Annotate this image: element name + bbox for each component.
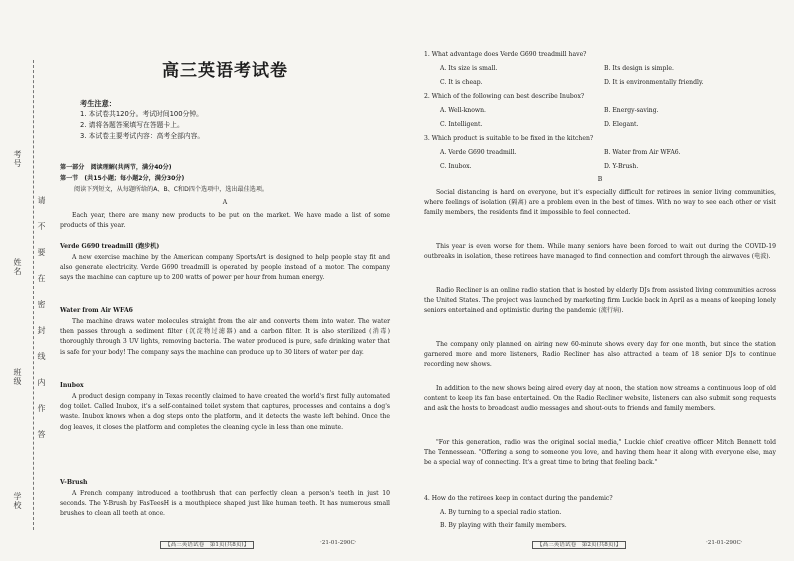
option: A. Its size is small. [440, 65, 498, 72]
passage-a-intro: Each year, there are many new products to be put on the market. We have made a list of some products of this year. [60, 212, 390, 230]
product-title: Water from Air WFA6 [60, 307, 133, 314]
notice-item: 2. 请将各题答案填写在答题卡上。 [80, 121, 184, 129]
question: 3. Which product is suitable to be fixed in the kitchen? [424, 135, 594, 142]
notice-item: 3. 本试卷主要考试内容：高考全部内容。 [80, 132, 205, 140]
option: C. It is cheap. [440, 79, 483, 86]
seal-word: 不 [37, 222, 46, 231]
option: B. Its design is simple. [604, 65, 674, 72]
option: B. By playing with their family members. [440, 522, 567, 529]
seal-word: 请 [37, 196, 46, 205]
footer-page-box: 【高三英语试卷 第1页(共8页)】 [160, 541, 254, 549]
product-title: V-Brush [60, 479, 88, 486]
option: C. Inubox. [440, 163, 472, 170]
notice-item: 1. 本试卷共120分。考试时间100分钟。 [80, 110, 203, 118]
passage-b-paragraph: Social distancing is hard on everyone, but it's especially difficult for retirees in senior living communities, where feelings of isolation (隔离) are a problem even in the best of times. With no way to see each other or visit family members, the residents find it impossible to feel connected. [424, 189, 776, 217]
option: D. Y-Brush. [604, 163, 639, 170]
product-text: A new exercise machine by the American company SportsArt is designed to help people stay fit and also generate electricity. Verde G690 treadmill is operated by people instead of a motor. The company says the machine can capture up to 200 watts of power per hour from human energy. [60, 254, 390, 282]
product-title: Inubox [60, 382, 84, 389]
passage-letter: A [222, 199, 228, 206]
section-instruction: 阅读下列短文，从每题所给的A、B、C和D四个选项中，选出最佳选项。 [74, 186, 269, 193]
seal-word: 密 [37, 300, 46, 309]
seal-word: 要 [37, 248, 46, 257]
option: A. By turning to a special radio station. [440, 509, 562, 516]
product-text: A French company introduced a toothbrush that can perfectly clean a person's teeth in just 10 seconds. The Y-Brush by FasTeesH is a mouthpiece shaped just like human teeth. It has numerous small brushes to clean all teeth at once. [60, 490, 390, 518]
product-text: A product design company in Texas recently claimed to have created the world's first fully automated dog toilet. Called Inubox, it's a self-contained toilet system that captures, processes and contains a dog's waste. Inubox knows when a dog steps onto the platform, and it detects the waste left behind. Once the dog leaves, it closes the platform and completes the cleaning cycle in less than one minute. [60, 393, 390, 431]
option: C. Intelligent. [440, 121, 483, 128]
passage-b-paragraph: In addition to the new shows being aired every day at noon, the station now streams a continuous loop of old content to keep its fan base entertained. On the Radio Recliner website, listeners can also submit song requests and ask the hosts to broadcast audio messages and shout-outs to friends and family members. [424, 385, 776, 413]
passage-b-paragraph: "For this generation, radio was the original social media," Luckie chief creative officer Mitch Bennett told The Tennessean. "Offering a song to someone you love, and having them hear it along with everyone else, may be a special way of connecting. It's a great time to bring that feeling back." [424, 439, 776, 467]
passage-b-paragraph: The company only planned on airing new 60-minute shows every day for one month, but since the station garnered more and more listeners, Radio Recliner has also attracted a team of 18 senior DJs to continue recording new shows. [424, 341, 776, 369]
page-footer [532, 540, 626, 548]
footer-page-box: 【高三英语试卷 第2页(共8页)】 [532, 541, 626, 549]
option: B. Water from Air WFA6. [604, 149, 681, 156]
passage-b-paragraph: This year is even worse for them. While many seniors have been forced to wait out during the COVID-19 outbreaks in isolation, these retirees have managed to find connection and comfort through the airwaves (电波). [424, 243, 776, 261]
product-text: The machine draws water molecules straight from the air and converts them into water. The water then passes through a sediment filter (沉淀物过滤器) and a carbon filter. It is also sterilized (消毒) thoroughly through 3 UV lights, removing bacteria. The water produced is pure, safe drinking water that is safe for your body! The company says the machine can produce up to 30 liters of water per day. [60, 318, 390, 356]
question: 2. Which of the following can best describe Inubox? [424, 93, 585, 100]
part-heading: 第一部分 阅读理解(共两节，满分40分) [60, 164, 172, 171]
seal-word: 作 [37, 404, 46, 413]
page-title: 高三英语考试卷 [162, 61, 288, 81]
option: A. Verde G690 treadmill. [440, 149, 517, 156]
notice-heading: 考生注意： [80, 99, 116, 108]
footer-code: ·21-01-290C· [320, 540, 357, 546]
option: D. It is environmentally friendly. [604, 79, 704, 86]
option: D. Elegant. [604, 121, 639, 128]
passage-letter: B [597, 176, 603, 183]
option: A. Well-known. [440, 107, 486, 114]
binding-margin [0, 0, 50, 561]
exam-notice [80, 98, 204, 142]
seal-word: 内 [37, 378, 46, 387]
seal-word: 线 [37, 352, 46, 361]
seal-line [33, 60, 34, 530]
question: 1. What advantage does Verde G690 treadmill have? [424, 51, 587, 58]
section-heading: 第一节 (共15小题；每小题2分，满分30分) [60, 175, 185, 182]
passage-b-paragraph: Radio Recliner is an online radio station that is hosted by elderly DJs from assisted living communities across the United States. The project was launched by marketing firm Luckie back in April as a means of keeping lonely seniors entertained and optimistic during the pandemic (流行病). [424, 287, 776, 315]
option: B. Energy-saving. [604, 107, 659, 114]
question: 4. How do the retirees keep in contact during the pandemic? [424, 495, 613, 502]
page-footer [160, 540, 254, 548]
name-label: 姓名 [13, 258, 22, 276]
seal-word: 封 [37, 326, 46, 335]
exam-number-label: 考号 [13, 150, 22, 168]
school-label: 学校 [13, 492, 22, 510]
footer-code: ·21-01-290C· [706, 540, 743, 546]
seal-word: 在 [37, 274, 46, 283]
seal-word: 答 [37, 430, 46, 439]
product-title: Verde G690 treadmill (跑步机) [60, 243, 160, 250]
class-label: 班级 [13, 368, 22, 386]
